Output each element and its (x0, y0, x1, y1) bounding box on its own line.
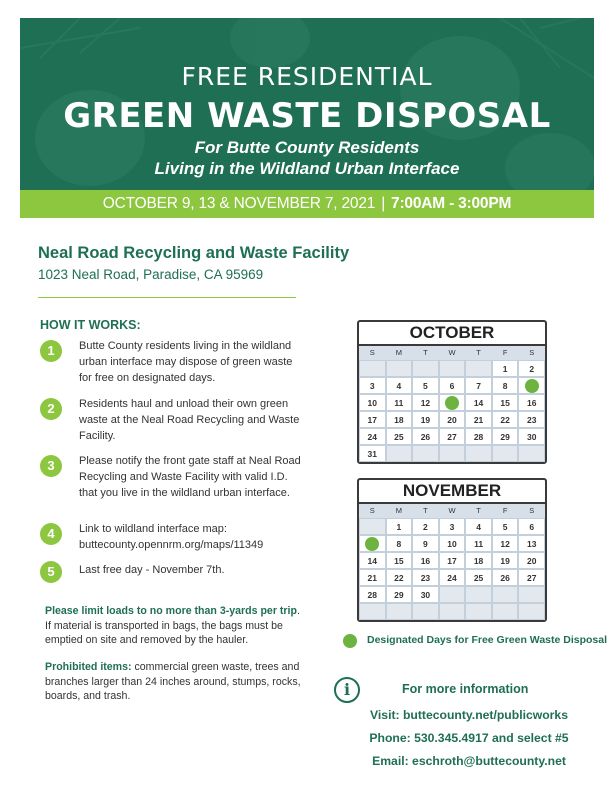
info-heading: For more information (402, 682, 529, 696)
load-limit-bold: Please limit loads to no more than 3-yards per trip (45, 605, 297, 617)
calendar-day: 12 (412, 394, 439, 411)
prohibited-text: commercial green waste, trees and branches larger than 24 inches around, stumps, rocks, boards, and trash. (45, 661, 301, 702)
calendar-day: 14 (359, 552, 386, 569)
calendar-empty-cell (465, 445, 492, 462)
calendar-day: 21 (465, 411, 492, 428)
load-limit-rest: . If material is transported in bags, the bags must be emptied on site and removed by the hauler. (45, 605, 300, 646)
calendar-empty-cell (492, 445, 519, 462)
calendar-day: 6 (439, 377, 466, 394)
calendar-day: 23 (518, 411, 545, 428)
calendar-day: 26 (412, 428, 439, 445)
calendar-empty-cell (412, 360, 439, 377)
calendar-day: 31 (359, 445, 386, 462)
prohibited-label: Prohibited items: (45, 661, 132, 673)
calendar-empty-cell (412, 603, 439, 620)
weekday-label: W (448, 506, 456, 515)
calendar-day: 10 (359, 394, 386, 411)
calendar-empty-cell (359, 360, 386, 377)
calendar-day: 6 (518, 518, 545, 535)
calendar-empty-cell (386, 445, 413, 462)
calendar-day: 30 (412, 586, 439, 603)
weekday-label: S (529, 348, 535, 357)
calendar-day: 16 (518, 394, 545, 411)
calendar-day: 11 (465, 535, 492, 552)
legend-text: Designated Days for Free Green Waste Disposal (367, 634, 608, 646)
calendar-day: 3 (439, 518, 466, 535)
calendar-day: 13 (518, 535, 545, 552)
banner-subtitle-line2: Living in the Wildland Urban Interface (154, 159, 460, 178)
load-limit-note (45, 604, 305, 648)
calendar-day: 11 (386, 394, 413, 411)
calendar-day: 20 (518, 552, 545, 569)
calendar-day: 24 (359, 428, 386, 445)
banner-subtitle-line1: For Butte County Residents (194, 138, 420, 157)
weekday-label: S (369, 348, 375, 357)
calendar-day: 21 (359, 569, 386, 586)
calendar-day: 14 (465, 394, 492, 411)
designated-day-dot (343, 634, 357, 648)
event-time: 7:00AM - 3:00PM (391, 195, 512, 212)
weekday-label: T (423, 348, 428, 357)
weekday-label: F (502, 506, 508, 515)
calendar-day: 16 (412, 552, 439, 569)
info-email[interactable]: Email: eschroth@buttecounty.net (372, 754, 566, 768)
calendar-empty-cell (439, 603, 466, 620)
calendar-day: 25 (386, 428, 413, 445)
step-text: Please notify the front gate staff at Neal Road Recycling and Waste Facility with valid I.D. that you live in the wildland urban interface. (79, 455, 301, 499)
dates-separator: | (381, 195, 386, 212)
prohibited-items-note (45, 660, 315, 704)
calendar-empty-cell (518, 445, 545, 462)
weekday-label: M (395, 348, 402, 357)
calendar-day: 26 (492, 569, 519, 586)
calendar-empty-cell (359, 603, 386, 620)
calendar-day: 2 (518, 360, 545, 377)
calendar-day: 15 (386, 552, 413, 569)
banner-title-line2: GREEN WASTE DISPOSAL (63, 96, 551, 136)
weekday-label: T (423, 506, 428, 515)
calendar-empty-cell (518, 603, 545, 620)
calendar-day: 15 (492, 394, 519, 411)
calendar-day: 8 (492, 377, 519, 394)
calendar-day: 17 (359, 411, 386, 428)
weekday-label: W (448, 348, 456, 357)
header-banner (20, 18, 594, 190)
calendar-day: 12 (492, 535, 519, 552)
calendar-day: 22 (386, 569, 413, 586)
divider (38, 297, 296, 298)
calendar-empty-cell (359, 518, 386, 535)
calendar-empty-cell (518, 586, 545, 603)
calendar-day: 10 (439, 535, 466, 552)
info-phone[interactable]: Phone: 530.345.4917 and select #5 (369, 731, 569, 745)
calendar-empty-cell (492, 586, 519, 603)
calendar-empty-cell (439, 360, 466, 377)
banner-title-line1: FREE RESIDENTIAL (181, 62, 433, 91)
calendar-day: 22 (492, 411, 519, 428)
step-number-badge: 3 (40, 455, 62, 477)
calendar-day: 3 (359, 377, 386, 394)
weekday-label: M (395, 506, 402, 515)
weekday-label: S (369, 506, 375, 515)
calendar-day: 5 (492, 518, 519, 535)
calendar-day: 19 (492, 552, 519, 569)
calendar-day-designated (518, 377, 545, 394)
calendar-day: 18 (465, 552, 492, 569)
calendar-grid (359, 360, 545, 462)
calendar-day: 5 (412, 377, 439, 394)
calendar-day: 28 (465, 428, 492, 445)
weekday-label: T (476, 348, 481, 357)
calendar-day: 29 (386, 586, 413, 603)
info-icon: i (334, 677, 360, 703)
calendar-empty-cell (465, 603, 492, 620)
facility-address: 1023 Neal Road, Paradise, CA 95969 (38, 267, 264, 282)
calendar-weekday-header (359, 504, 545, 518)
calendar-empty-cell (492, 603, 519, 620)
step-number-badge: 5 (40, 561, 62, 583)
step-number-badge: 1 (40, 340, 62, 362)
calendar-day: 4 (386, 377, 413, 394)
dates-bar (20, 190, 594, 218)
calendar-day-designated (359, 535, 386, 552)
calendar-day: 7 (465, 377, 492, 394)
weekday-label: F (502, 348, 508, 357)
how-it-works-heading: HOW IT WORKS: (40, 318, 141, 332)
step-number-badge: 4 (40, 523, 62, 545)
calendar-day: 8 (386, 535, 413, 552)
event-dates: OCTOBER 9, 13 & NOVEMBER 7, 2021 (102, 195, 376, 212)
calendar-day: 18 (386, 411, 413, 428)
step-text: Residents haul and unload their own green waste at the Neal Road Recycling and Waste Facility. (79, 398, 300, 442)
step-number-badge: 2 (40, 398, 62, 420)
calendar-empty-cell (465, 360, 492, 377)
calendar-month-title: NOVEMBER (359, 480, 545, 504)
designated-day-dot (365, 537, 379, 551)
step-text: Link to wildland interface map: buttecounty.opennrm.org/maps/11349 (79, 523, 264, 551)
designated-day-dot (525, 379, 539, 393)
calendar-day: 27 (518, 569, 545, 586)
calendar-day: 4 (465, 518, 492, 535)
calendar-day: 17 (439, 552, 466, 569)
calendar-day: 27 (439, 428, 466, 445)
weekday-label: S (529, 506, 535, 515)
calendar-weekday-header (359, 346, 545, 360)
calendar-grid (359, 518, 545, 620)
calendar-empty-cell (386, 603, 413, 620)
calendar-day: 1 (386, 518, 413, 535)
calendar-day: 23 (412, 569, 439, 586)
calendar-day: 9 (412, 535, 439, 552)
calendar-day: 30 (518, 428, 545, 445)
calendar-day: 25 (465, 569, 492, 586)
calendar-empty-cell (386, 360, 413, 377)
step-text: Last free day - November 7th. (79, 564, 225, 576)
calendar-day: 29 (492, 428, 519, 445)
calendar-empty-cell (439, 586, 466, 603)
calendar-empty-cell (412, 445, 439, 462)
designated-day-dot (445, 396, 459, 410)
facility-name: Neal Road Recycling and Waste Facility (38, 244, 350, 262)
calendar-day: 24 (439, 569, 466, 586)
weekday-label: T (476, 506, 481, 515)
step-text: Butte County residents living in the wildland urban interface may dispose of green waste for free on designated days. (79, 340, 293, 384)
calendar-month-title: OCTOBER (359, 322, 545, 346)
calendar-november (357, 478, 547, 622)
calendar-empty-cell (439, 445, 466, 462)
calendar-day: 1 (492, 360, 519, 377)
calendar-day: 20 (439, 411, 466, 428)
calendar-october (357, 320, 547, 464)
calendar-empty-cell (465, 586, 492, 603)
calendar-day: 2 (412, 518, 439, 535)
calendar-day: 19 (412, 411, 439, 428)
calendar-day-designated (439, 394, 466, 411)
info-website[interactable]: Visit: buttecounty.net/publicworks (370, 708, 568, 722)
calendar-day: 28 (359, 586, 386, 603)
